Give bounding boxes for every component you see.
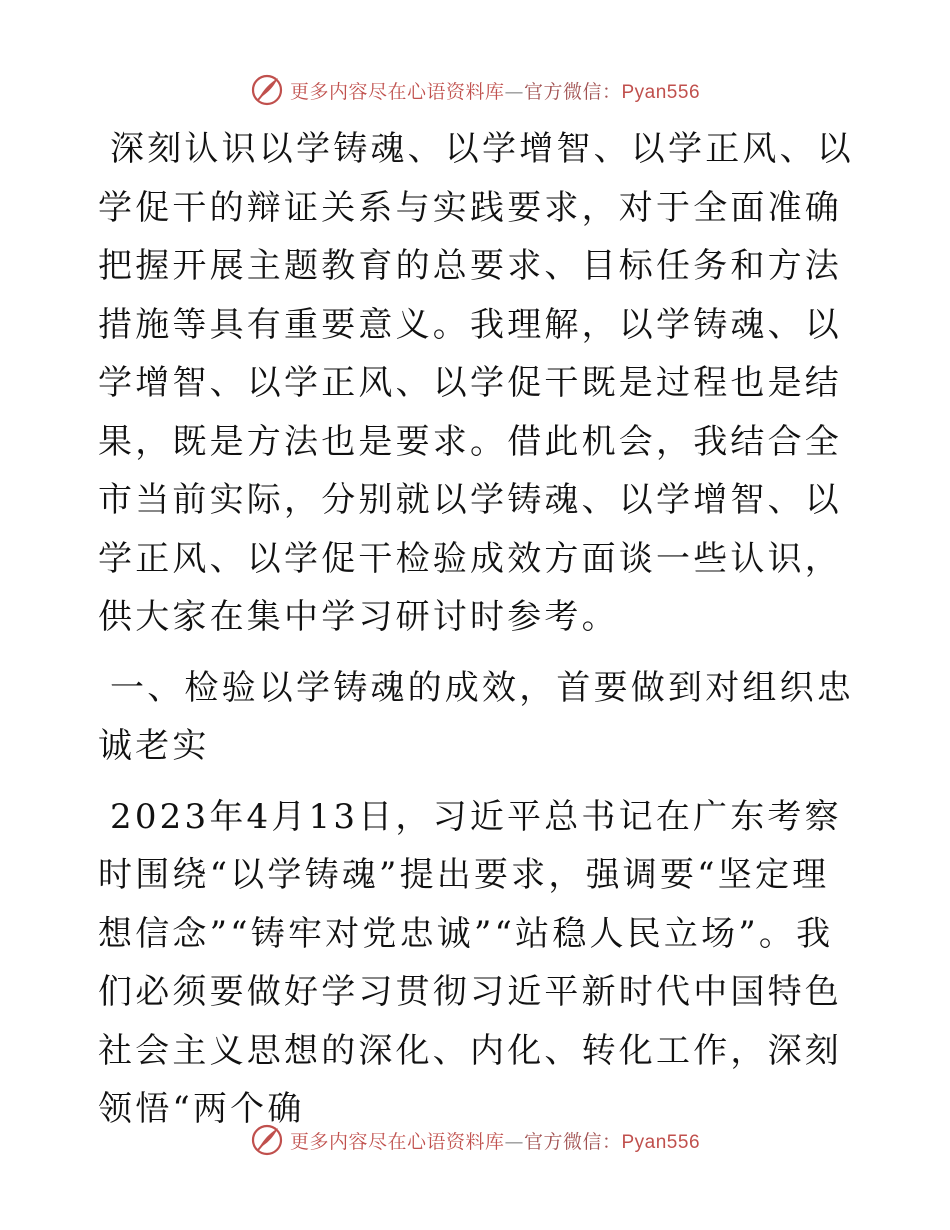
watermark-official: 官方微信： xyxy=(523,80,622,103)
paragraph-intro: 深刻认识以学铸魂、以学增智、以学正风、以学促干的辩证关系与实践要求，对于全面准确把握开展主题教育的总要求、目标任务和方法措施等具有重要意义。我理解，以学铸魂、以学增智、以学正风、以学促干既是过程也是结果，既是方法也是要求。借此机会，我结合全市当前实际，分别就以学铸魂、以学增智、以学正风、以学促干检验成效方面谈一些认识，供大家在集中学习研讨时参考。 xyxy=(98,129,854,637)
watermark-wechat-id: Pyan556 xyxy=(621,81,701,103)
watermark-text xyxy=(290,1127,700,1154)
watermark-separator: — xyxy=(504,1130,524,1153)
feather-pen-logo-icon xyxy=(250,1123,284,1157)
paragraph-section-1: 2023年4月13日，习近平总书记在广东考察时围绕“以学铸魂”提出要求，强调要“坚定理想信念”“铸牢对党忠诚”“站稳人民立场”。我们必须要做好学习贯彻习近平新时代中国特色社会主义思想的深化、内化、转化工作，深刻领悟“两个确 xyxy=(98,796,842,1129)
footer-watermark xyxy=(0,1120,950,1160)
section-heading-1: 一、检验以学铸魂的成效，首要做到对组织忠诚老实 xyxy=(98,667,854,766)
watermark-separator: — xyxy=(504,80,524,103)
watermark-wechat-id: Pyan556 xyxy=(621,1131,701,1153)
watermark-prefix: 更多内容尽在心语资料库 xyxy=(289,80,505,103)
watermark-prefix: 更多内容尽在心语资料库 xyxy=(289,1130,505,1153)
header-watermark xyxy=(0,70,950,110)
watermark-official: 官方微信： xyxy=(523,1130,622,1153)
feather-pen-logo-icon xyxy=(250,73,284,107)
watermark-text xyxy=(290,77,700,104)
document-body xyxy=(98,120,858,1139)
